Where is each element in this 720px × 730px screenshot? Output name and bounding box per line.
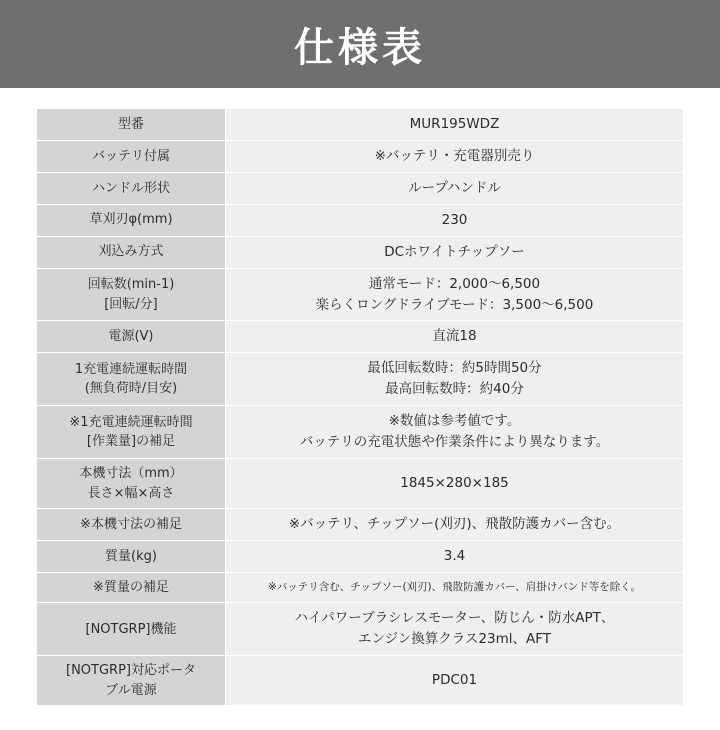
spec-label-cell: [37, 406, 226, 459]
spec-value-line: 通常モード：2,000〜6,500: [368, 275, 541, 292]
spec-label-line: [NOTGRP]対応ポータ: [66, 663, 196, 679]
table-row: [37, 172, 684, 204]
spec-label-cell: [37, 459, 226, 509]
spec-label-line: ハンドル形状: [91, 180, 170, 196]
spec-label-line: バッテリ付属: [91, 148, 170, 164]
spec-value-line: 最高回転数時：約40分: [385, 381, 524, 398]
spec-value-line: 最低回転数時：約5時間50分: [367, 360, 542, 377]
spec-label-line: 型番: [117, 116, 144, 132]
spec-value-cell: [226, 540, 684, 572]
table-row: [37, 540, 684, 572]
spec-value-cell: [226, 509, 684, 541]
spec-label-cell: [37, 172, 226, 204]
table-row: [37, 406, 684, 459]
page-title: 仕様表: [294, 24, 426, 71]
spec-value-cell: [226, 406, 684, 459]
spec-value-cell: [226, 140, 684, 172]
spec-label-line: 草刈刃φ(mm): [89, 212, 173, 228]
spec-label-cell: [37, 572, 226, 603]
table-row: [37, 572, 684, 603]
spec-label-cell: [37, 321, 226, 353]
spec-label-line: 1充電連続運転時間: [74, 361, 188, 377]
spec-label-line: ※本機寸法の補足: [80, 516, 182, 532]
table-row: [37, 509, 684, 541]
spec-label-line: ※質量の補足: [93, 579, 169, 595]
spec-label-cell: [37, 204, 226, 236]
spec-label-cell: [37, 353, 226, 406]
spec-value-line: ※数値は参考値です。: [388, 413, 521, 430]
spec-table-body: [37, 109, 684, 706]
spec-value-line: DCホワイトチップソー: [384, 243, 525, 260]
spec-label-line: [回転/分]: [104, 296, 158, 312]
spec-value-line: 楽らくロングドライブモード：3,500〜6,500: [315, 296, 594, 313]
spec-value-line: ループハンドル: [408, 179, 501, 196]
spec-label-cell: [37, 236, 226, 268]
spec-label-cell: [37, 140, 226, 172]
spec-value-line: 230: [441, 211, 468, 228]
spec-value-cell: [226, 109, 684, 141]
table-row: [37, 603, 684, 656]
table-row: [37, 353, 684, 406]
spec-label-cell: [37, 268, 226, 321]
specification-table: [36, 108, 684, 706]
spec-label-line: 刈込み方式: [98, 244, 164, 260]
spec-value-cell: [226, 236, 684, 268]
spec-value-cell: [226, 321, 684, 353]
spec-label-cell: [37, 603, 226, 656]
spec-label-line: 本機寸法（mm）: [79, 466, 183, 482]
table-row: [37, 268, 684, 321]
table-row: [37, 109, 684, 141]
spec-value-line: ※バッテリ・充電器別売り: [374, 147, 535, 164]
spec-value-line: 3.4: [443, 547, 466, 564]
spec-value-line: MUR195WDZ: [409, 116, 500, 132]
spec-label-line: ※1充電連続運転時間: [69, 414, 193, 430]
spec-value-cell: [226, 172, 684, 204]
spec-label-line: 質量(kg): [105, 548, 157, 564]
page-header: [0, 0, 720, 88]
spec-value-line: PDC01: [431, 672, 478, 689]
table-row: [37, 236, 684, 268]
table-row: [37, 459, 684, 509]
spec-label-line: [作業量]の補足: [86, 434, 176, 450]
spec-value-cell: [226, 603, 684, 656]
spec-value-line: 直流18: [432, 328, 477, 345]
table-row: [37, 656, 684, 706]
spec-label-line: 長さ×幅×高さ: [87, 485, 175, 501]
spec-value-line: 1845×280×185: [400, 475, 509, 492]
spec-label-line: 電源(V): [108, 329, 154, 345]
spec-value-cell: [226, 268, 684, 321]
spec-label-line: ブル電源: [105, 682, 157, 698]
spec-value-line: エンジン換算クラス23ml、AFT: [357, 631, 551, 648]
spec-value-line: ハイパワーブラシレスモーター、防じん・防水APT、: [294, 610, 615, 627]
spec-value-cell: [226, 656, 684, 706]
spec-label-line: [NOTGRP]機能: [85, 621, 177, 637]
spec-value-cell: [226, 572, 684, 603]
spec-value-cell: [226, 353, 684, 406]
table-row: [37, 140, 684, 172]
spec-value-cell: [226, 459, 684, 509]
spec-value-line: バッテリの充電状態や作業条件により異なります。: [299, 434, 610, 451]
table-row: [37, 321, 684, 353]
spec-value-line: ※バッテリ、チップソー(刈刃)、飛散防護カバー含む。: [288, 516, 621, 533]
spec-table-container: [0, 88, 720, 706]
spec-label-line: (無負荷時/目安): [84, 381, 178, 397]
spec-value-line: ※バッテリ含む、チップソー(刈刃)、飛散防護カバー、肩掛けバンド等を除く。: [267, 581, 642, 594]
spec-label-cell: [37, 540, 226, 572]
spec-label-line: 回転数(min-1): [87, 277, 175, 293]
spec-label-cell: [37, 509, 226, 541]
table-row: [37, 204, 684, 236]
spec-label-cell: [37, 109, 226, 141]
spec-value-cell: [226, 204, 684, 236]
footer-spacer: [0, 706, 720, 730]
spec-label-cell: [37, 656, 226, 706]
